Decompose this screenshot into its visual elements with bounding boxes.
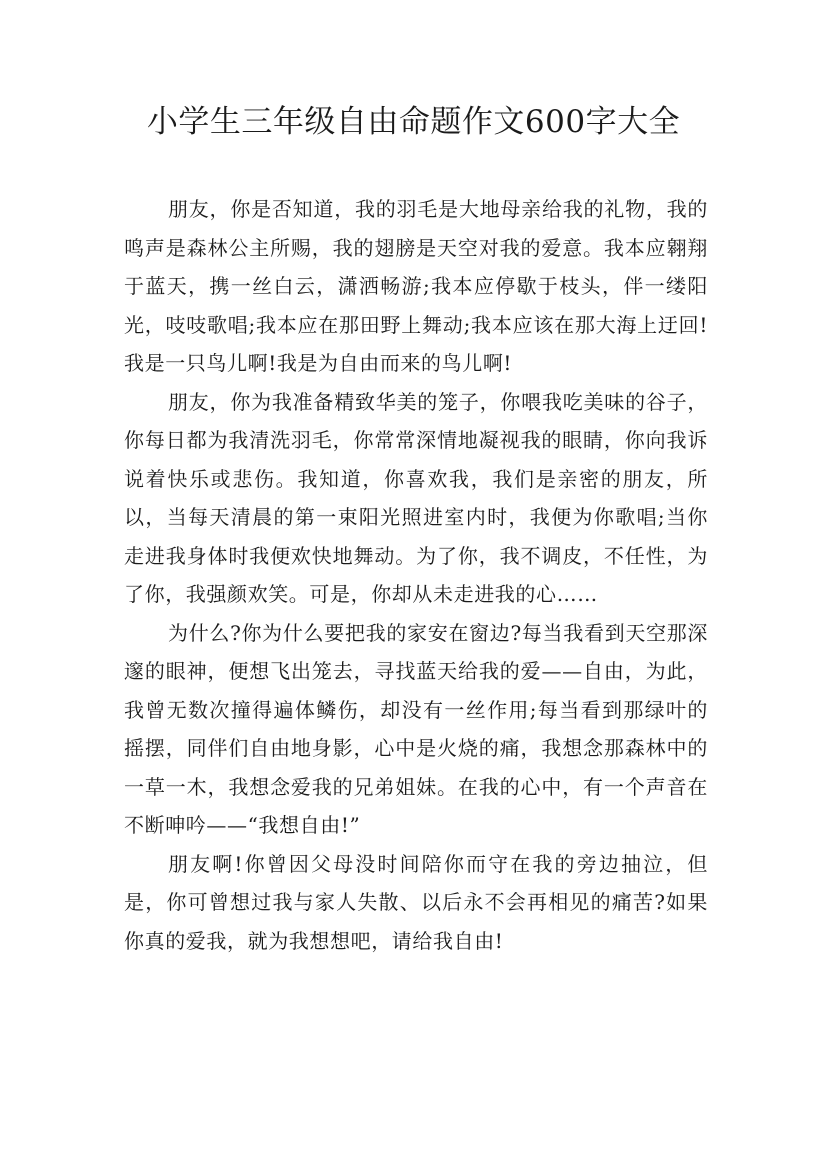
document-body <box>124 190 708 960</box>
paragraph-3: 为什么?你为什么要把我的家安在窗边?每当我看到天空那深邃的眼神，便想飞出笼去，寻找蓝天给我的爱——自由，为此，我曾无数次撞得遍体鳞伤，却没有一丝作用;每当看到那绿叶的摇摆，同伴们自由地身影，心中是火烧的痛，我想念那森林中的一草一木，我想念爱我的兄弟姐妹。在我的心中，有一个声音在不断呻吟——“我想自由!” <box>124 620 708 837</box>
document-title: 小学生三年级自由命题作文600字大全 <box>146 104 681 140</box>
paragraph-2: 朋友，你为我准备精致华美的笼子，你喂我吃美味的谷子，你每日都为我清洗羽毛，你常常深情地凝视我的眼睛，你向我诉说着快乐或悲伤。我知道，你喜欢我，我们是亲密的朋友，所以，当每天清晨的第一束阳光照进室内时，我便为你歌唱;当你走进我身体时我便欢快地舞动。为了你，我不调皮，不任性，为了你，我强颜欢笑。可是，你却从未走进我的心…… <box>124 389 708 606</box>
paragraph-1: 朋友，你是否知道，我的羽毛是大地母亲给我的礼物，我的鸣声是森林公主所赐，我的翅膀是天空对我的爱意。我本应翱翔于蓝天，携一丝白云，潇洒畅游;我本应停歇于枝头，伴一缕阳光，吱吱歌唱;我本应在那田野上舞动;我本应该在那大海上迂回!我是一只鸟儿啊!我是为自由而来的鸟儿啊! <box>124 197 708 375</box>
paragraph-4: 朋友啊!你曾因父母没时间陪你而守在我的旁边抽泣，但是，你可曾想过我与家人失散、以后永不会再相见的痛苦?如果你真的爱我，就为我想想吧，请给我自由! <box>124 851 708 953</box>
